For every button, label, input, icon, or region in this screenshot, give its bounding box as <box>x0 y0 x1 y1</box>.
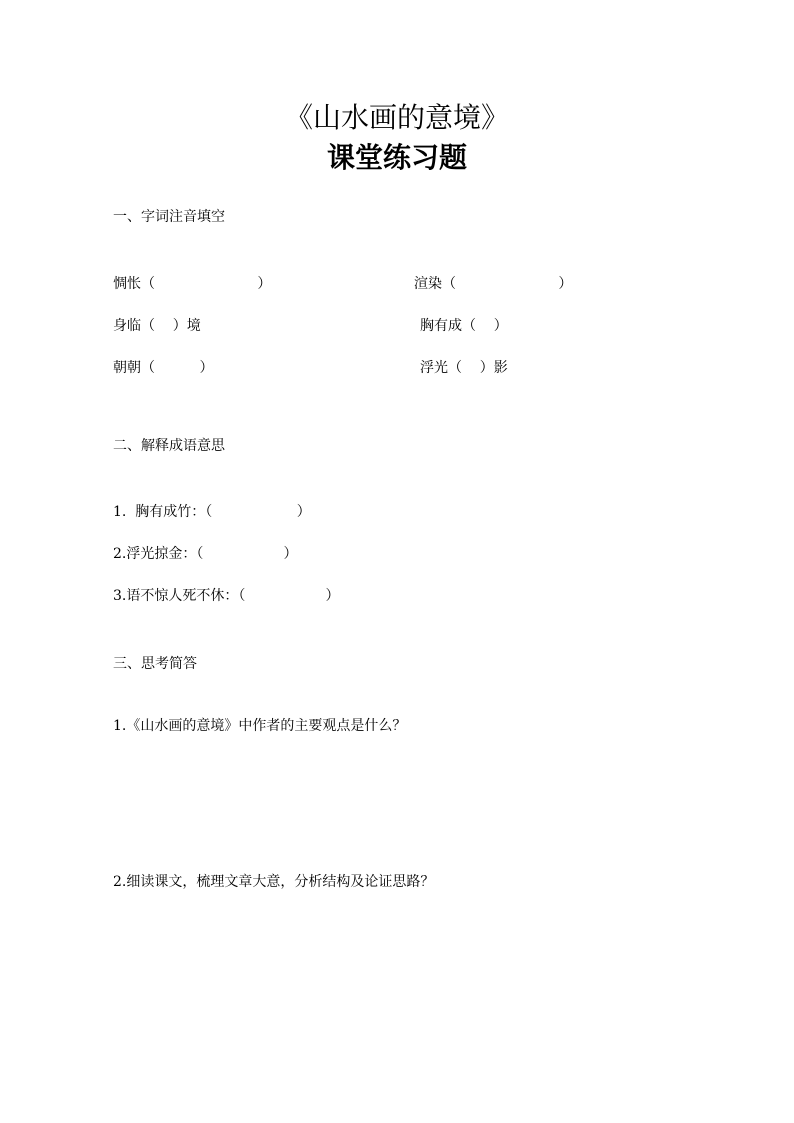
section2-heading: 二、解释成语意思 <box>113 438 225 454</box>
question-2: 2.细读课文，梳理文章大意，分析结构及论证思路？ <box>113 874 435 890</box>
fill-item-fuguang: 浮光（ ）影 <box>420 360 508 376</box>
fill-item-xuanran: 渲染（ ） <box>414 276 573 292</box>
idiom-item-3: 3.语不惊人死不休：（ ） <box>113 588 340 604</box>
fill-item-zhaozhao: 朝朝（ ） <box>113 360 214 376</box>
section3-heading: 三、思考简答 <box>113 656 197 672</box>
question-1: 1.《山水画的意境》中作者的主要观点是什么？ <box>113 718 407 734</box>
idiom-item-2: 2.浮光掠金：（ ） <box>113 546 298 562</box>
document-title-block <box>0 98 794 178</box>
fill-item-xiongyoucheng: 胸有成（ ） <box>420 318 508 334</box>
idiom-item-1: 1. 胸有成竹：（ ） <box>113 504 311 520</box>
fill-item-shenlin: 身临（ ）境 <box>113 318 201 334</box>
document-subtitle: 课堂练习题 <box>326 141 467 174</box>
section1-heading: 一、字词注音填空 <box>113 209 225 225</box>
document-title: 《山水画的意境》 <box>284 101 509 134</box>
fill-item-chouchang: 惆怅（ ） <box>113 276 272 292</box>
